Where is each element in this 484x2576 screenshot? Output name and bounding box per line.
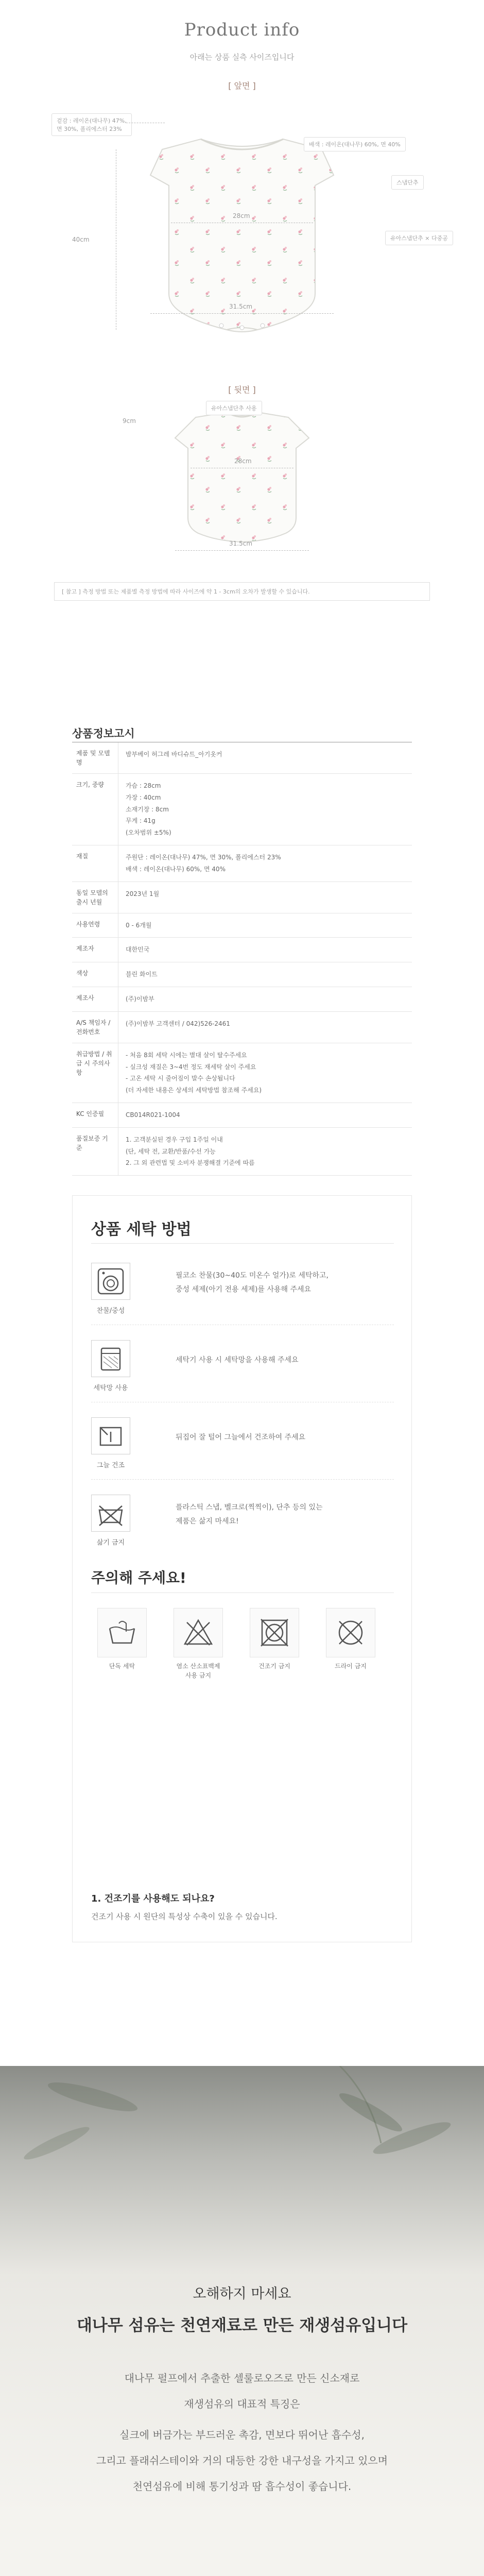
front-view-label-text: [ 앞면 ] — [228, 81, 256, 91]
front-material-note: 겉감 : 레이온(대나무) 47%, 면 30%, 폴리에스터 23% — [51, 113, 132, 136]
back-chest-value: 31.5cm — [229, 540, 253, 547]
bamboo-para-1: 대나무 펄프에서 추출한 셀룰로오즈로 만든 신소재로 — [124, 2372, 360, 2384]
spec-key: 제품 및 모델명 — [72, 742, 118, 773]
front-lining-note: 배색 : 레이온(대나무) 60%, 면 40% — [304, 137, 406, 151]
spec-key: 사용연령 — [72, 913, 118, 938]
spec-value: 1. 고객분실된 경우 구입 1주일 이내 (단, 세탁 전, 교환/반품/수선 가능 2. 그 외 관련법 및 소비자 분쟁해결 기준에 따름 — [126, 1136, 255, 1167]
table-row — [72, 913, 412, 938]
warn-caption-2: 염소 산소표백제 사용 금지 — [176, 1663, 220, 1679]
spec-value: 밤부베이 허그레 바디슈트_아기옷커 — [126, 751, 222, 758]
wash-caption-2: 세탁망 사용 — [93, 1384, 128, 1392]
front-chest-line — [150, 313, 334, 314]
spec-value: 대한민국 — [126, 946, 150, 954]
wash-basin-icon — [91, 1263, 130, 1300]
back-garment-illustration — [0, 407, 484, 572]
spec-key: KC 인증필 — [72, 1103, 118, 1127]
spec-table — [72, 742, 412, 1176]
bamboo-heading-2: 대나무 섬유는 천연재료로 만든 재생섬유입니다 — [76, 2316, 408, 2335]
wash-divider — [91, 1479, 394, 1480]
spec-value: (주)이밤부 고객센터 / 042)526-2461 — [126, 1020, 230, 1027]
table-row — [72, 1012, 412, 1043]
spec-value: 2023년 1월 — [126, 890, 160, 897]
spec-key: 제조자 — [72, 938, 118, 962]
wash-text-1: 필코소 찬물(30~40도 미온수 얼가)로 세탁하고, 중성 세제(아기 전용 세제)를 사용해 주세요 — [176, 1272, 329, 1294]
table-row — [72, 882, 412, 913]
back-chest-line — [175, 550, 309, 551]
no-bleach-x-icon — [174, 1608, 223, 1657]
bamboo-leaves-illustration — [0, 2066, 484, 2282]
spec-value: CB014R021-1004 — [126, 1111, 180, 1118]
shade-dry-icon — [91, 1417, 130, 1454]
wash-text-4: 플라스틱 스냅, 벨크로(찍찍이), 단추 등의 있는 제품은 삶지 마세요! — [176, 1503, 323, 1526]
back-sleeve-value: 9cm — [123, 417, 136, 425]
spec-key: A/S 책임자 / 전화번호 — [72, 1012, 118, 1043]
spec-key: 동일 모델의 출시 년월 — [72, 882, 118, 913]
spec-key: 재질 — [72, 845, 118, 882]
spec-key: 취급방법 / 취급 시 주의사항 — [72, 1043, 118, 1103]
bamboo-para-4: 그리고 플래쉬스테이와 거의 대등한 강한 내구성을 가지고 있으며 — [96, 2454, 388, 2467]
back-neck-note: 유아스냅단추 사용 — [206, 401, 262, 415]
bamboo-heading-1: 오해하지 마세요 — [193, 2286, 291, 2302]
spec-key: 품질보증 기준 — [72, 1128, 118, 1175]
table-row — [72, 1103, 412, 1128]
product-info-subtitle: 아래는 상품 실측 사이즈입니다 — [189, 53, 295, 62]
bamboo-section — [0, 2066, 484, 2576]
no-dryclean-icon — [326, 1608, 375, 1657]
table-row — [72, 987, 412, 1012]
wash-caption-4: 삶기 금지 — [96, 1539, 125, 1547]
front-snap-note: 스냅단추 — [391, 175, 424, 190]
table-row — [72, 774, 412, 845]
table-row — [72, 1043, 412, 1103]
wash-text-3: 뒤집어 잘 털어 그늘에서 건조하여 주세요 — [176, 1433, 306, 1442]
laundry-title-rule — [91, 1243, 394, 1244]
laundry-title: 상품 세탁 방법 — [91, 1221, 192, 1239]
table-row — [72, 938, 412, 962]
front-width-value: 28cm — [233, 212, 250, 219]
table-row — [72, 742, 412, 774]
warn-caption-3: 건조기 금지 — [258, 1663, 290, 1670]
bamboo-para-5: 천연섬유에 비해 통기성과 땀 흡수성이 좋습니다. — [132, 2480, 352, 2493]
spec-title: 상품정보고시 — [72, 727, 135, 740]
front-snap-note-2: 유아스냅단추 × 다중공 — [385, 231, 453, 245]
back-view-label — [0, 381, 484, 397]
laundry-card — [72, 1195, 412, 1942]
front-length-value: 40cm — [72, 236, 90, 243]
spec-value: (주)이밤부 — [126, 995, 154, 1003]
faq-question: 1. 건조기를 사용해도 되나요? — [91, 1893, 215, 1904]
no-boil-icon — [91, 1495, 130, 1532]
back-view-label-text: [ 뒷면 ] — [228, 385, 256, 395]
hand-wash-icon — [97, 1608, 147, 1657]
warn-title-rule — [91, 1592, 394, 1593]
back-width-value: 28cm — [234, 457, 252, 465]
spec-value: - 처음 8회 세탁 시에는 별대 살이 탈수주세요 - 실크성 재질은 3~4번 정도 재세탁 살이 주세요 - 고온 세탁 시 줄어짐이 발수 손상됩니다 (더 자세한 내용은 상세의 세탁방법 참조해 주세요) — [126, 1051, 262, 1094]
warn-caption-4: 드라이 금지 — [335, 1663, 367, 1670]
spec-key: 색상 — [72, 962, 118, 987]
spec-key: 제조사 — [72, 987, 118, 1011]
faq-answer: 건조기 사용 시 원단의 특성상 수축이 있을 수 있습니다. — [91, 1912, 278, 1921]
spec-value: 0 - 6개월 — [126, 921, 152, 929]
wash-caption-3: 그늘 건조 — [96, 1462, 125, 1469]
warn-caption-1: 단독 세탁 — [109, 1663, 135, 1670]
table-row — [72, 845, 412, 882]
table-row — [72, 1128, 412, 1176]
size-footnote: [ 참고 ] 측정 방법 또는 제품별 측정 방법에 따라 사이즈에 약 1 - 3cm의 오차가 발생할 수 있습니다. — [54, 582, 430, 601]
spec-value: 가슴 : 28cm 가장 : 40cm 소재기장 : 8cm 무게 : 41g (오차범위 ±5%) — [126, 782, 171, 837]
warn-title: 주의해 주세요! — [91, 1569, 186, 1586]
no-dryer-icon — [250, 1608, 299, 1657]
laundry-net-icon — [91, 1340, 130, 1377]
product-info-title: Product info — [184, 20, 300, 40]
spec-value: 블린 화이트 — [126, 971, 158, 978]
wash-caption-1: 찬물/중성 — [96, 1307, 125, 1315]
front-chest-value: 31.5cm — [229, 303, 253, 310]
wash-text-2: 세탁기 사용 시 세탁망을 사용해 주세요 — [176, 1356, 299, 1364]
table-row — [72, 962, 412, 987]
spec-key: 크기, 중량 — [72, 774, 118, 845]
bamboo-para-3: 실크에 버금가는 부드러운 촉감, 면보다 뛰어난 흡수성, — [119, 2429, 365, 2441]
spec-value: 주원단 : 레이온(대나무) 47%, 면 30%, 폴리에스터 23% 배색 : 레이온(대나무) 60%, 면 40% — [126, 853, 281, 873]
bamboo-para-2: 재생섬유의 대표적 특징은 — [184, 2398, 300, 2410]
